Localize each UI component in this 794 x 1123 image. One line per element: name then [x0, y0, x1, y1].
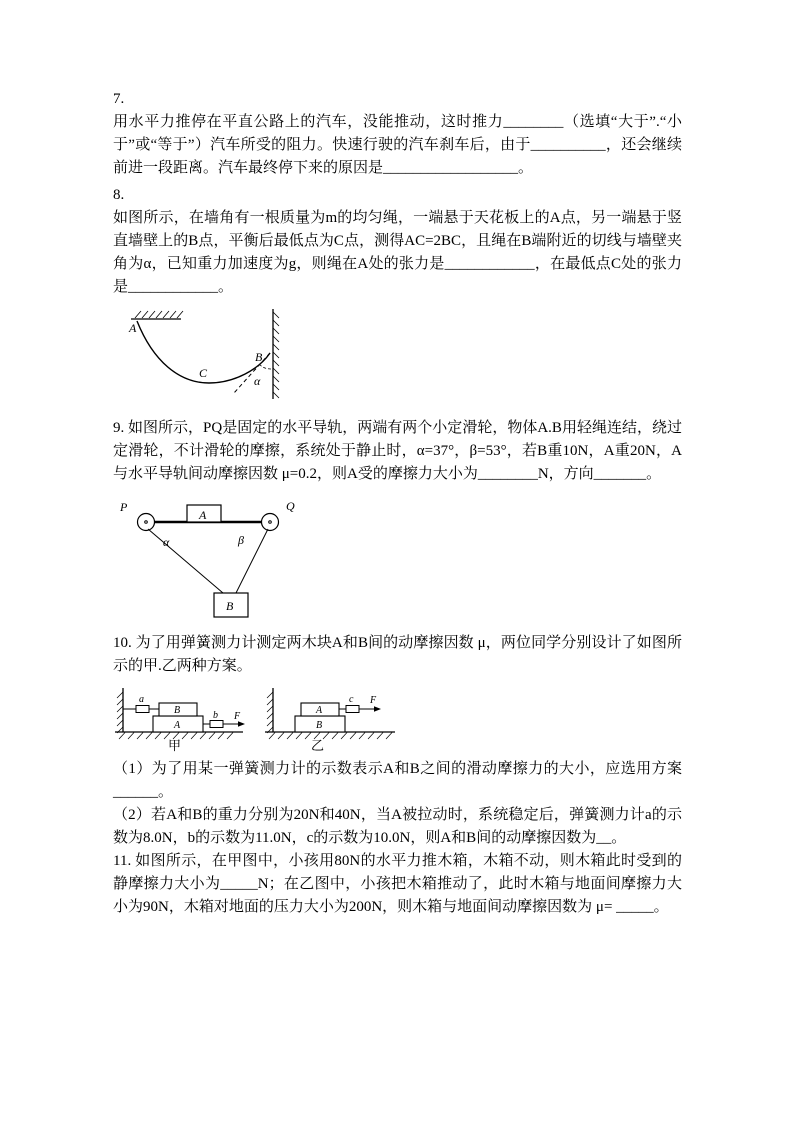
- rope-left: [148, 529, 223, 593]
- friction-schemes-diagram: [113, 686, 398, 752]
- yi-force-arrow-head: [374, 706, 381, 712]
- jia-spring-b-body: [210, 721, 223, 728]
- q10-part2-text: （2）若A和B的重力分别为20N和40N，当A被拉动时，系统稳定后，弹簧测力计a的示数为8.0N，b的示数为11.0N，c的示数为10.0N，则A和B间的动摩擦因数为__。: [113, 807, 682, 846]
- alpha-angle-label: α: [254, 374, 261, 388]
- q8-number: 8.: [113, 187, 125, 203]
- q10-text: 10. 为了用弹簧测力计测定两木块A和B间的动摩擦因数 μ，两位同学分别设计了如图所示的甲.乙两种方案。: [113, 635, 682, 674]
- q9-text: 9. 如图所示，PQ是固定的水平导轨，两端有两个小定滑轮，物体A.B用轻绳连结，绕过定滑轮，不计滑轮的摩擦，系统处于静止时，α=37°，β=53°，若B重10N，A重20N，A与水平导轨间动摩擦因数 μ=0.2，则A受的摩擦力大小为________N，方向_______。: [113, 420, 682, 482]
- jia-force-label: F: [234, 711, 241, 722]
- yi-ground-hatch: [269, 733, 392, 740]
- beta-angle-label: β: [238, 533, 244, 547]
- point-p-label: P: [120, 500, 128, 514]
- q7-number: 7.: [113, 91, 125, 107]
- yi-block-top-label: A: [316, 705, 323, 716]
- angle-arc: [259, 364, 271, 369]
- jia-spring-a-label: a: [139, 694, 144, 705]
- point-c-label: C: [199, 366, 208, 380]
- point-a-label: A: [129, 321, 137, 335]
- yi-caption: 乙: [311, 738, 325, 752]
- tangent-dashed-line: [234, 353, 270, 393]
- jia-spring-b-label: b: [213, 710, 218, 721]
- ceiling-hatch: [135, 311, 183, 318]
- jia-caption: 甲: [168, 738, 182, 752]
- q11-text: 11. 如图所示，在甲图中，小孩用80N的水平力推木箱，木箱不动，则木箱此时受到的静摩擦力大小为_____N；在乙图中，小孩把木箱推动了，此时木箱与地面间摩擦力大小为90N，木箱对地面的压力大小为200N，则木箱与地面间动摩擦因数为 μ= _____。: [113, 853, 682, 915]
- point-q-label: Q: [286, 499, 295, 513]
- yi-force-label: F: [370, 695, 377, 706]
- pulley-rail-diagram: [119, 496, 304, 624]
- q9-figure: [119, 496, 682, 624]
- q10-figure: [113, 686, 682, 752]
- yi-spring-c-body: [346, 706, 359, 713]
- point-b-label: B: [255, 350, 263, 364]
- q8-text: 如图所示，在墙角有一根质量为m的均匀绳，一端悬于天花板上的A点，另一端悬于竖直墙壁上的B点，平衡后最低点为C点，测得AC=2BC，且绳在B端附近的切线与墙壁夹角为α，已知重力加速度为g，则绳在A处的张力是____________，在最低点C处的张力是____________。: [113, 210, 682, 295]
- yi-spring-c-label: c: [349, 694, 354, 705]
- yi-block-bottom-label: B: [316, 720, 323, 731]
- jia-force-arrow-head: [238, 721, 245, 727]
- wall-hatch: [273, 312, 279, 398]
- yi-wall-hatch: [267, 692, 273, 733]
- pulley-q-axle: [269, 521, 272, 524]
- pulley-p-axle: [145, 521, 148, 524]
- rope-corner-diagram: [127, 307, 287, 407]
- jia-block-bottom-label: A: [174, 720, 181, 731]
- block-b-label: B: [226, 599, 234, 613]
- q10-part1-text: （1）为了用某一弹簧测力计的示数表示A和B之间的滑动摩擦力的大小，应选用方案______。: [113, 761, 682, 800]
- jia-spring-a-body: [136, 706, 149, 713]
- q8-figure: [127, 307, 682, 407]
- alpha-angle-label: α: [163, 535, 170, 549]
- jia-block-top-label: B: [174, 705, 181, 716]
- jia-wall-hatch: [117, 692, 123, 733]
- block-a-label: A: [199, 508, 207, 522]
- q7-text: 用水平力推停在平直公路上的汽车，没能推动，这时推力________（选填“大于”.“小于”或“等于”）汽车所受的阻力。快速行驶的汽车刹车后，由于__________，还会继续前进一段距离。汽车最终停下来的原因是__________________。: [113, 114, 682, 176]
